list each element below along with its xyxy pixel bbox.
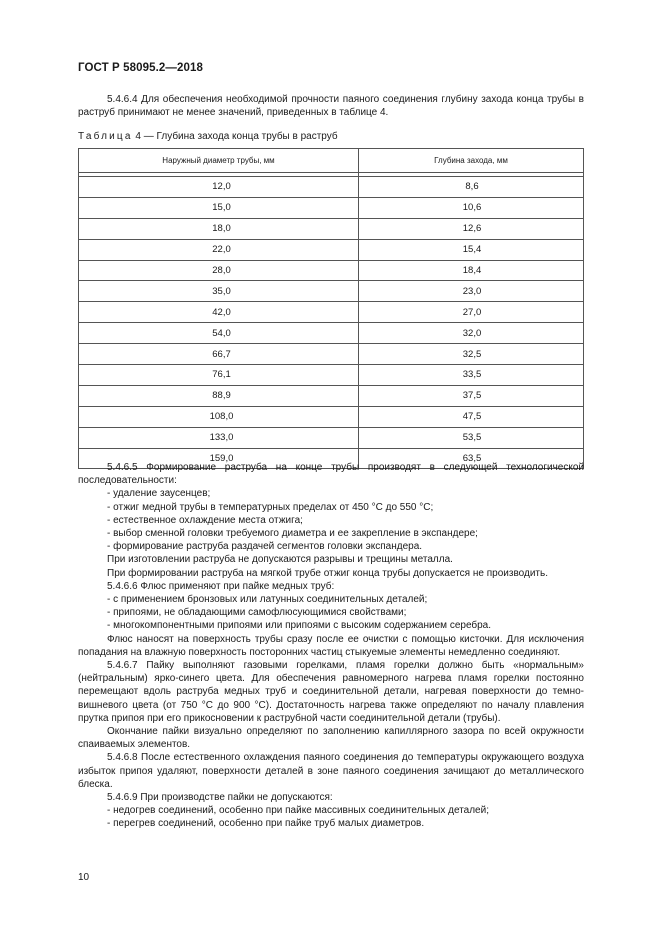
cell-diameter: 88,9	[79, 385, 359, 406]
cell-diameter: 133,0	[79, 427, 359, 448]
table-row	[79, 260, 584, 281]
cell-diameter: 76,1	[79, 365, 359, 386]
paragraph: 5.4.6.9 При производстве пайки не допускаются:	[107, 792, 333, 804]
table-row	[79, 302, 584, 323]
cell-depth: 47,5	[359, 406, 584, 427]
cell-depth: 37,5	[359, 385, 584, 406]
cell-depth: 63,5	[359, 448, 584, 469]
list-item: - выбор сменной головки требуемого диаметра и ее закрепление в экспандере;	[107, 528, 478, 540]
table-caption	[78, 131, 338, 142]
table-row	[79, 385, 584, 406]
col-header-diameter: Наружный диаметр трубы, мм	[79, 149, 359, 173]
list-item: - удаление заусенцев;	[107, 488, 211, 500]
paragraph: При изготовлении раструба не допускаются разрывы и трещины металла.	[107, 554, 453, 566]
intro-text: 5.4.6.4 Для обеспечения необходимой прочности паяного соединения глубину захода конца трубы в раструб принимают не менее значений, приведенных в таблице 4.	[78, 94, 584, 119]
list-item: - припоями, не обладающими самофлюсующимися свойствами;	[107, 607, 407, 619]
cell-diameter: 42,0	[79, 302, 359, 323]
list-item: - многокомпонентными припоями или припоями с высоким содержанием серебра.	[107, 620, 492, 632]
cell-depth: 32,5	[359, 344, 584, 365]
depth-table	[78, 148, 584, 469]
cell-depth: 27,0	[359, 302, 584, 323]
cell-diameter: 159,0	[79, 448, 359, 469]
body-text	[78, 461, 584, 831]
table-caption-number: 4	[135, 131, 141, 142]
col-header-depth: Глубина захода, мм	[359, 149, 584, 173]
cell-depth: 18,4	[359, 260, 584, 281]
cell-depth: 10,6	[359, 197, 584, 218]
list-item: - перегрев соединений, особенно при пайке труб малых диаметров.	[107, 818, 425, 830]
table-row	[79, 365, 584, 386]
cell-diameter: 54,0	[79, 323, 359, 344]
table-body	[79, 173, 584, 469]
table-caption-title: — Глубина захода конца трубы в раструб	[143, 131, 338, 142]
intro-paragraph	[78, 93, 584, 119]
cell-depth: 33,5	[359, 365, 584, 386]
cell-depth: 32,0	[359, 323, 584, 344]
cell-diameter: 15,0	[79, 197, 359, 218]
list-item: - с применением бронзовых или латунных соединительных деталей;	[107, 594, 428, 606]
paragraph: 5.4.6.5 Формирование раструба на конце трубы производят в следующей технологической последовательности:	[78, 462, 584, 487]
table-row	[79, 197, 584, 218]
table-row	[79, 344, 584, 365]
table-header-row	[79, 149, 584, 173]
table-row	[79, 177, 584, 198]
cell-depth: 53,5	[359, 427, 584, 448]
cell-depth: 8,6	[359, 177, 584, 198]
table-row	[79, 406, 584, 427]
table-row	[79, 427, 584, 448]
cell-diameter: 18,0	[79, 218, 359, 239]
table-row	[79, 323, 584, 344]
paragraph: 5.4.6.6 Флюс применяют при пайке медных труб:	[107, 580, 335, 592]
paragraph: При формировании раструба на мягкой трубе отжиг конца трубы допускается не производить.	[107, 567, 548, 579]
list-item: - отжиг медной трубы в температурных пределах от 450 °С до 550 °С;	[107, 501, 434, 513]
table-row	[79, 239, 584, 260]
paragraph: Окончание пайки визуально определяют по заполнению капиллярного зазора по всей окружности спаиваемых элементов.	[78, 726, 584, 751]
cell-diameter: 35,0	[79, 281, 359, 302]
cell-diameter: 28,0	[79, 260, 359, 281]
cell-diameter: 22,0	[79, 239, 359, 260]
table-row	[79, 281, 584, 302]
list-item: - естественное охлаждение места отжига;	[107, 514, 303, 526]
cell-diameter: 108,0	[79, 406, 359, 427]
cell-depth: 15,4	[359, 239, 584, 260]
cell-diameter: 12,0	[79, 177, 359, 198]
paragraph: 5.4.6.7 Пайку выполняют газовыми горелками, пламя горелки должно быть «нормальным» (нейтральным) ярко-синего цвета. Для обеспечения равномерного нагрева пламя горелки постоянно перемещают вдоль раструба медных труб и соединительной детали, нагревая поверхности до темно-вишневого цвета (от 750 °С до 900 °С). Достаточность нагрева также определяют по началу плавления прутка припоя при его прикосновении к раструбной части соединительной детали (трубы).	[78, 660, 584, 724]
page-number: 10	[78, 872, 90, 883]
cell-depth: 23,0	[359, 281, 584, 302]
table-caption-label: Таблица	[78, 131, 133, 142]
list-item: - формирование раструба раздачей сегментов головки экспандера.	[107, 541, 423, 553]
standard-header: ГОСТ Р 58095.2—2018	[78, 62, 203, 74]
list-item: - недогрев соединений, особенно при пайке массивных соединительных деталей;	[107, 805, 489, 817]
cell-diameter: 66,7	[79, 344, 359, 365]
cell-depth: 12,6	[359, 218, 584, 239]
table-row	[79, 218, 584, 239]
paragraph: 5.4.6.8 После естественного охлаждения паяного соединения до температуры окружающего воздуха избыток припоя удаляют, поверхности деталей в зоне паяного соединения зачищают до металлического блеска.	[78, 752, 584, 790]
paragraph: Флюс наносят на поверхность трубы сразу после ее очистки с помощью кисточки. Для исключения попадания на влажную поверхность посторонних частиц стыкуемые элементы немедленно соединяют.	[78, 633, 584, 658]
